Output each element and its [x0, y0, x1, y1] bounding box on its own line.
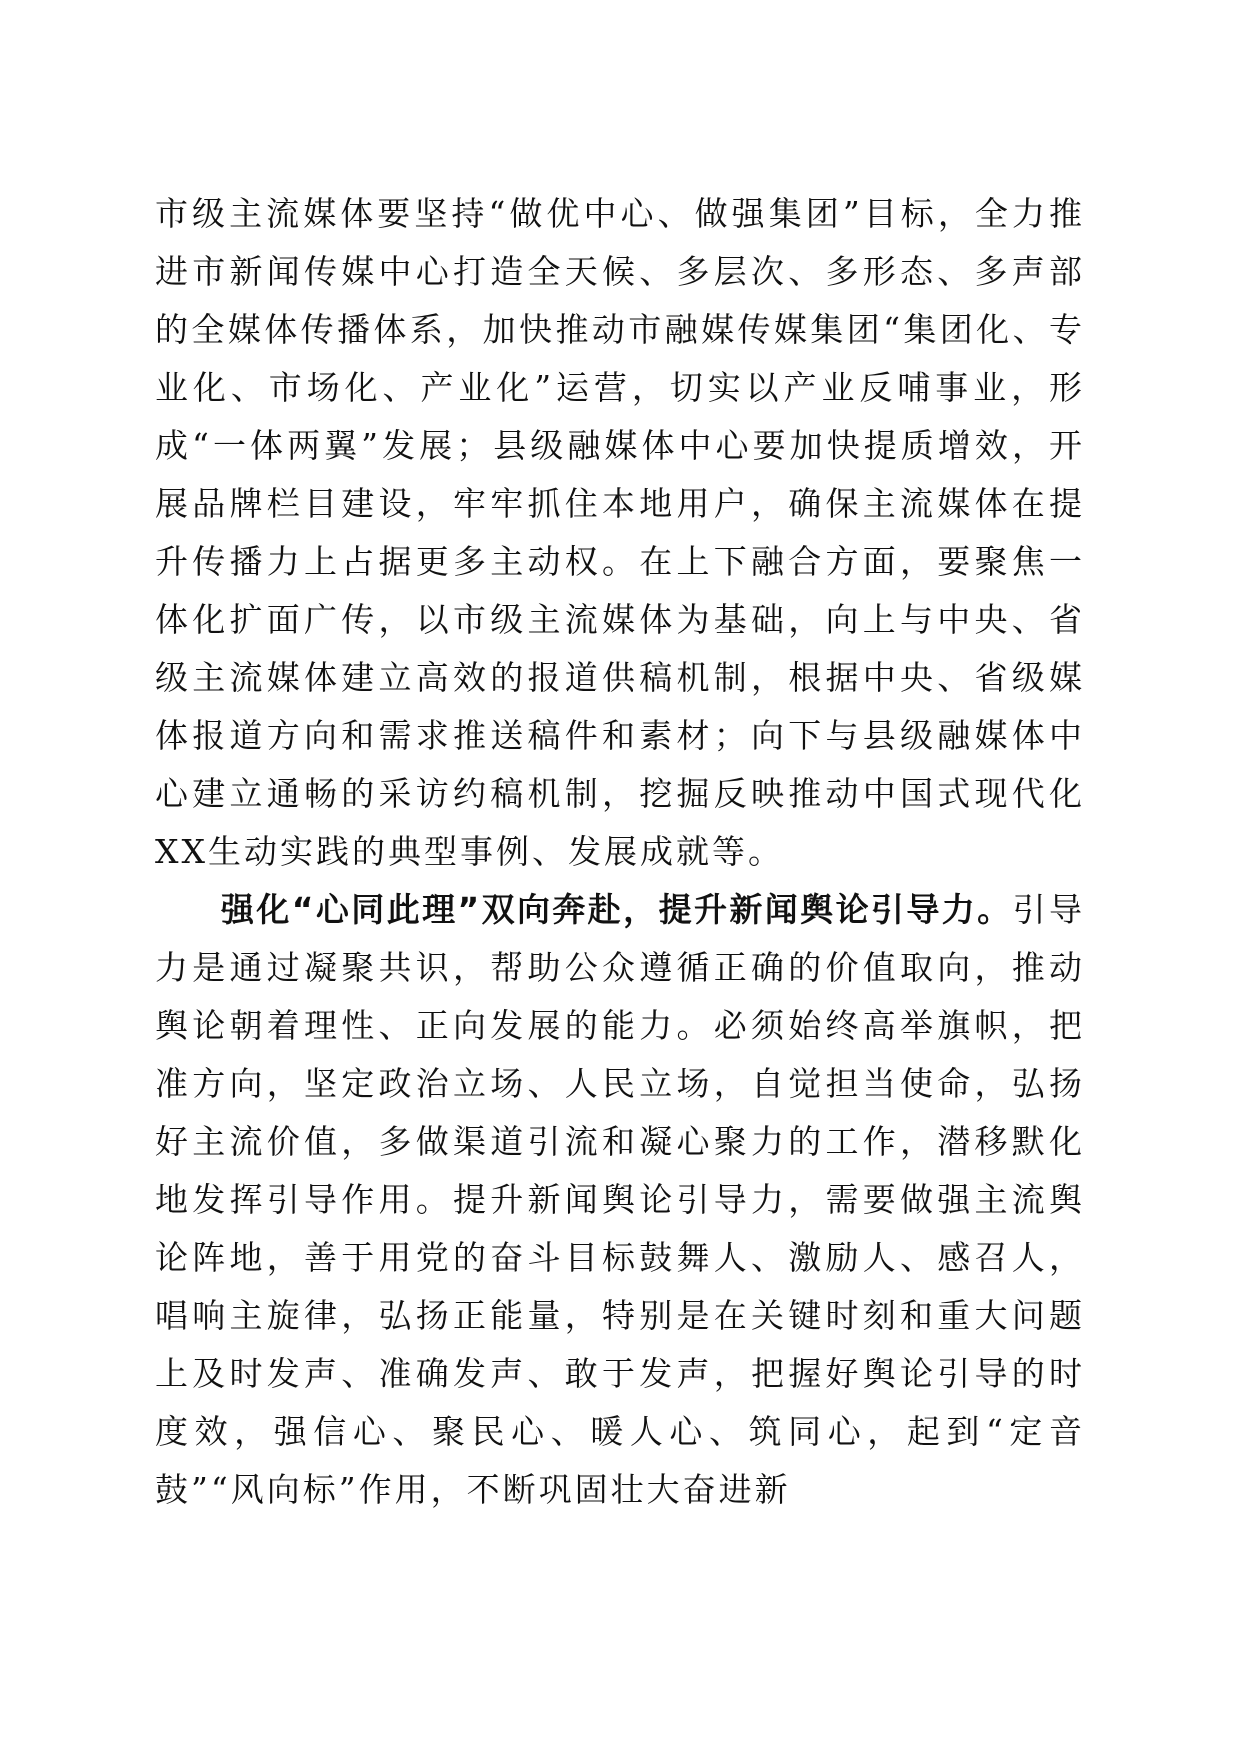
body-text	[155, 185, 1085, 1519]
paragraph-2	[155, 881, 1085, 1519]
paragraph-1: 市级主流媒体要坚持“做优中心、做强集团”目标，全力推进市新闻传媒中心打造全天候、多层次、多形态、多声部的全媒体传播体系，加快推动市融媒传媒集团“集团化、专业化、市场化、产业化”运营，切实以产业反哺事业，形成“一体两翼”发展；县级融媒体中心要加快提质增效，开展品牌栏目建设，牢牢抓住本地用户，确保主流媒体在提升传播力上占据更多主动权。在上下融合方面，要聚焦一体化扩面广传，以市级主流媒体为基础，向上与中央、省级主流媒体建立高效的报道供稿机制，根据中央、省级媒体报道方向和需求推送稿件和素材；向下与县级融媒体中心建立通畅的采访约稿机制，挖掘反映推动中国式现代化XX生动实践的典型事例、发展成就等。	[155, 194, 1085, 871]
paragraph-2-heading: 强化“心同此理”双向奔赴，提升新闻舆论引导力。	[221, 890, 1013, 929]
paragraph-2-body: 引导力是通过凝聚共识，帮助公众遵循正确的价值取向，推动舆论朝着理性、正向发展的能力。必须始终高举旗帜，把准方向，坚定政治立场、人民立场，自觉担当使命，弘扬好主流价值，多做渠道引流和凝心聚力的工作，潜移默化地发挥引导作用。提升新闻舆论引导力，需要做强主流舆论阵地，善于用党的奋斗目标鼓舞人、激励人、感召人，唱响主旋律，弘扬正能量，特别是在关键时刻和重大问题上及时发声、准确发声、敢于发声，把握好舆论引导的时度效，强信心、聚民心、暖人心、筑同心，起到“定音鼓”“风向标”作用，不断巩固壮大奋进新	[155, 890, 1085, 1509]
